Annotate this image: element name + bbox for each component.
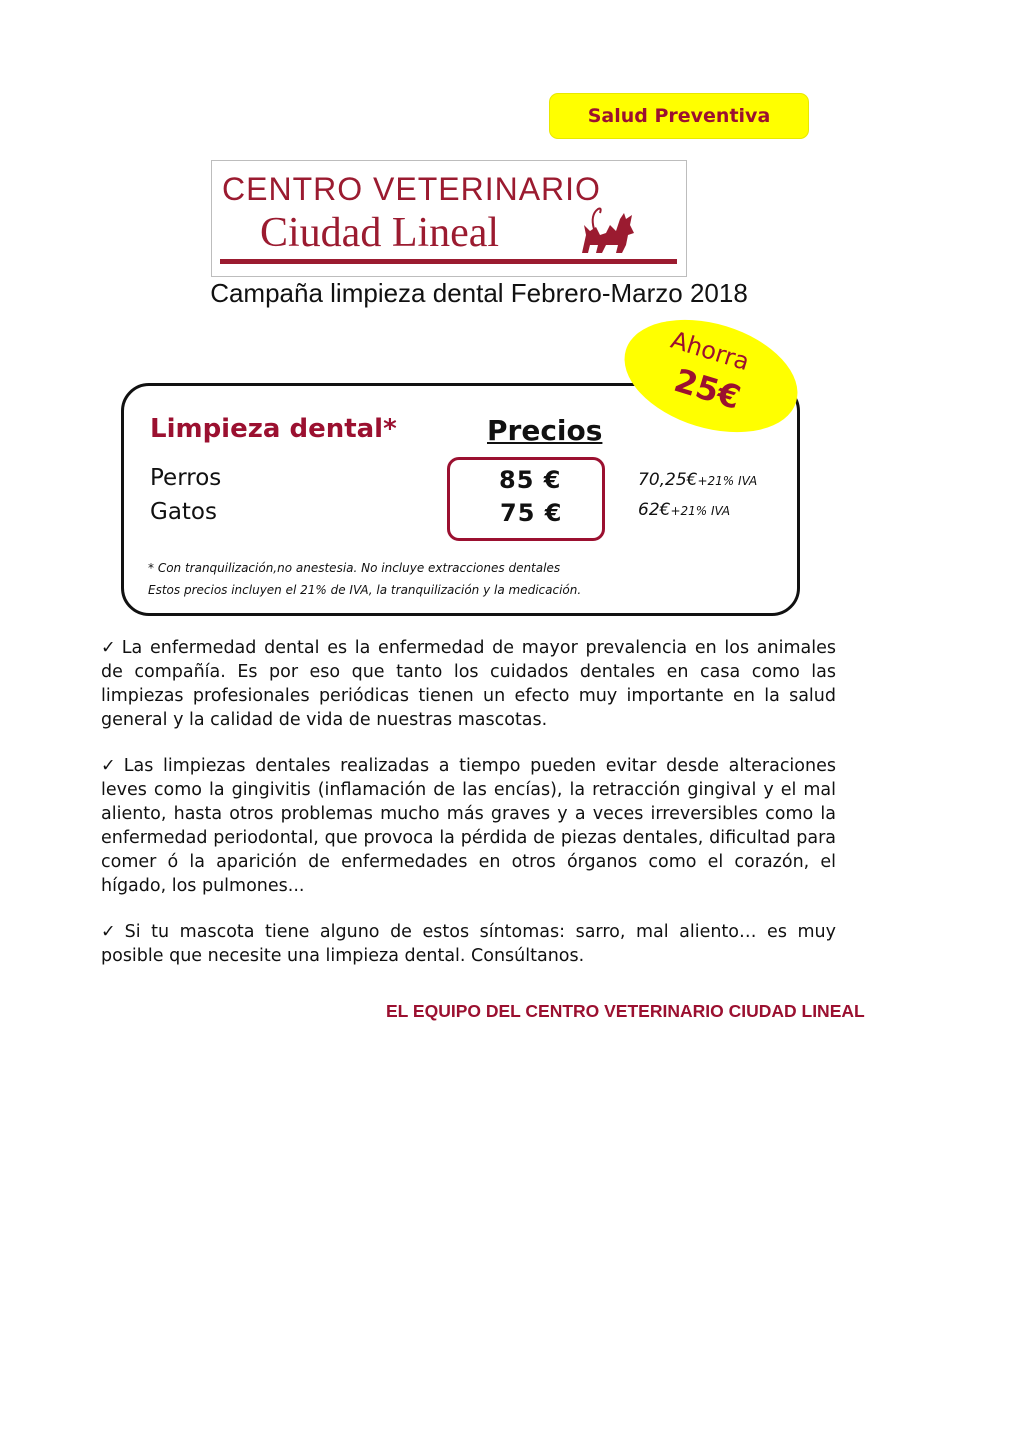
clinic-logo [211,160,687,277]
net-value: 70,25€ [638,470,698,490]
fox-cat-silhouette-icon [576,205,638,255]
checkmark-icon: ✓ [101,922,121,942]
paragraph-2 [101,754,836,898]
tax-label: +21% IVA [697,474,758,488]
savings-label: Ahorra [667,325,753,377]
paragraph-text: La enfermedad dental es la enfermedad de mayor prevalencia en los animales de compañía. Es por eso que tanto los cuidados dentales en casa como las limpiezas profesionales periódicas tienen un efecto muy importante en la salud general y la calidad de vida de nuestras mascotas. [101,638,836,730]
logo-underline [220,259,677,264]
paragraph-text: Si tu mascota tiene alguno de estos síntomas: sarro, mal aliento… es muy posible que necesite una limpieza dental. Consúltanos. [101,922,836,966]
badge-label: Salud Preventiva [587,105,771,127]
checkmark-icon: ✓ [101,638,118,658]
savings-amount: 25€ [669,361,745,417]
net-price-gatos [638,500,730,520]
checkmark-icon: ✓ [101,756,120,776]
price-note-2: Estos precios incluyen el 21% de IVA, la tranquilización y la medicación. [148,583,582,597]
net-price-perros [638,470,757,490]
row-animal-perros: Perros [150,465,222,491]
price-gatos: 75 € [500,499,563,527]
price-perros: 85 € [499,466,562,494]
row-animal-gatos: Gatos [150,499,217,525]
logo-line2: Ciudad Lineal [260,210,500,256]
service-header: Limpieza dental* [150,414,397,444]
paragraph-text: Las limpiezas dentales realizadas a tiempo pueden evitar desde alteraciones leves como la gingivitis (inflamación de las encías), la retracción gingival y el mal aliento, hasta otros problemas mucho más graves y a veces irreversibles como la enfermedad periodontal, que provoca la pérdida de piezas dentales, dificultad para comer ó la aparición de enfermedades en otros órganos como el corazón, el hígado, los pulmones... [101,756,836,896]
paragraph-3 [101,920,836,968]
net-value: 62€ [638,500,671,520]
price-note-1: * Con tranquilización,no anestesia. No incluye extracciones dentales [148,561,561,575]
campaign-title: Campaña limpieza dental Febrero-Marzo 2018 [210,278,748,308]
price-header: Precios [487,414,603,447]
signature: EL EQUIPO DEL CENTRO VETERINARIO CIUDAD LINEAL [386,1001,865,1021]
salud-preventiva-badge [550,94,808,138]
tax-label: +21% IVA [670,504,731,518]
paragraph-1 [101,636,836,732]
logo-line1: CENTRO VETERINARIO [222,171,601,207]
